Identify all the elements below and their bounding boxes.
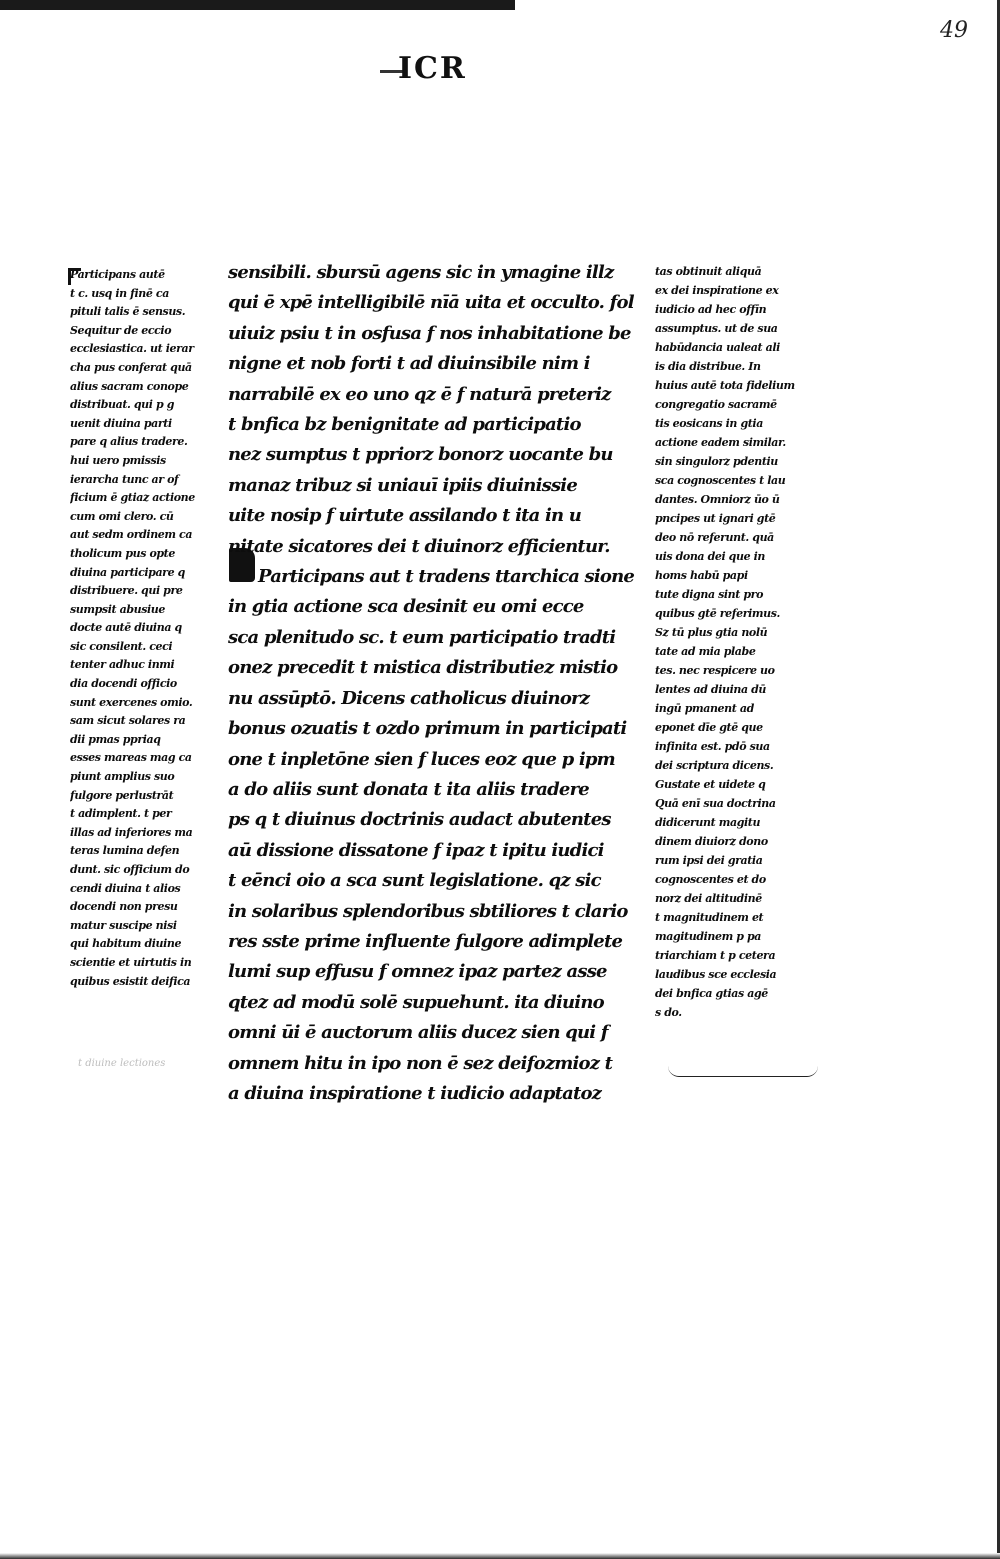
main-text-line: a diuina inspiratione t iudicio adaptatoz xyxy=(228,1082,602,1104)
right-gloss-column xyxy=(655,262,825,1022)
right-gloss-line: tate ad mia plabe xyxy=(655,645,756,658)
left-gloss-line: Sequitur de eccio xyxy=(70,323,172,337)
main-text-line: in gtia actione sca desinit eu omi ecce xyxy=(228,596,584,618)
right-gloss-line: cognoscentes et do xyxy=(655,873,766,886)
left-gloss-line: t c. usq in finē ca xyxy=(70,286,169,300)
folio-number: 49 xyxy=(940,18,968,43)
right-gloss-line: congregatio sacramē xyxy=(655,398,777,411)
main-text-line: qui ē xpē intelligibilē nīā uita et occulto. fol xyxy=(228,292,634,314)
right-gloss-line: tes. nec respicere uo xyxy=(655,664,775,677)
left-gloss-line: tholicum pus opte xyxy=(70,546,175,560)
main-text-line: t bnfica bz benignitate ad participatio xyxy=(228,414,581,436)
left-gloss-line: cum omi clero. cū xyxy=(70,509,174,523)
left-gloss-line: uenit diuina parti xyxy=(70,416,172,430)
right-gloss-line: infinita est. pdō sua xyxy=(655,740,770,753)
main-text-line: narrabilē ex eo uno qz ē f naturā preteriz xyxy=(228,383,611,405)
left-gloss-line: sam sicut solares ra xyxy=(70,714,186,728)
right-gloss-line: laudibus sce ecclesia xyxy=(655,968,777,981)
main-text-column xyxy=(228,258,640,1109)
right-gloss-line: Quā enī sua doctrina xyxy=(655,797,776,810)
left-gloss-line: pare q alius tradere. xyxy=(70,435,188,449)
right-gloss-line: lentes ad diuina dū xyxy=(655,683,767,696)
right-gloss-line: dantes. Omniorz ūo ū xyxy=(655,493,780,506)
main-text-line: qtez ad modū solē supuehunt. ita diuino xyxy=(228,991,604,1013)
right-gloss-line: norz dei altitudinē xyxy=(655,892,762,905)
main-text-line: nigne et nob forti t ad diuinsibile nim i xyxy=(228,353,590,375)
right-gloss-line: Gustate et uidete q xyxy=(655,778,766,791)
right-gloss-line: quibus gtē referimus. xyxy=(655,607,780,620)
left-gloss-line: cendi diuina t alios xyxy=(70,881,181,895)
right-gloss-line: sin singulorz pdentiu xyxy=(655,455,778,468)
left-gloss-line: t adimplent. t per xyxy=(70,807,172,821)
right-gloss-line: assumptus. ut de sua xyxy=(655,322,778,335)
left-gloss-line: ecclesiastica. ut ierar xyxy=(70,342,194,356)
main-text-line: nu assūptō. Dicens catholicus diuinorz xyxy=(228,687,590,709)
main-text-line: one t inpletōne sien f luces eoz que p ipm xyxy=(228,748,615,770)
right-gloss-line: iudicio ad hec offīn xyxy=(655,303,767,316)
main-text-line: lumi sup effusu f omnez ipaz partez asse xyxy=(228,961,607,983)
left-gloss-line: teras lumina defen xyxy=(70,844,180,858)
left-gloss-line: distribuere. qui pre xyxy=(70,584,183,598)
main-text-line: a do aliis sunt donata t ita aliis tradere xyxy=(228,778,589,800)
main-text-line: uiuiz psiu t in osfusa f nos inhabitatione be xyxy=(228,322,631,344)
right-gloss-line: Sz tū plus gtia nolū xyxy=(655,626,768,639)
left-gloss-line: hui uero pmissis xyxy=(70,453,166,467)
main-text-line: t eēnci oio a sca sunt legislatione. qz sic xyxy=(228,870,601,892)
left-gloss-line: sic consilent. ceci xyxy=(70,639,173,653)
left-gloss-line: ficium ē gtiaz actione xyxy=(70,491,195,505)
left-gloss-line: dii pmas ppriaq xyxy=(70,732,161,746)
left-gloss-line: matur suscipe nisi xyxy=(70,918,177,932)
main-text-line: ps q t diuinus doctrinis audact abutentes xyxy=(228,809,611,831)
right-gloss-line: ex dei inspiratione ex xyxy=(655,284,779,297)
left-gloss-column xyxy=(70,266,215,991)
running-head-text: ICR xyxy=(398,51,467,86)
right-gloss-line: s do. xyxy=(655,1006,682,1019)
left-gloss-line: piunt amplius suo xyxy=(70,770,175,784)
left-gloss-line: docte autē diuina q xyxy=(70,621,182,635)
main-text-line: omnem hitu in ipo non ē sez deifozmioz t xyxy=(228,1052,613,1074)
right-gloss-line: tas obtinuit aliquā xyxy=(655,265,762,278)
left-gloss-line: alius sacram conope xyxy=(70,379,189,393)
right-gloss-line: didicerunt magitu xyxy=(655,816,761,829)
faint-marginal-note: t diuine lectiones xyxy=(78,1058,166,1069)
left-gloss-line: esses mareas mag ca xyxy=(70,751,192,765)
left-gloss-line: docendi non presu xyxy=(70,900,178,914)
main-text-line: uite nosip f uirtute assilando t ita in u xyxy=(228,505,582,527)
right-gloss-line: tute digna sint pro xyxy=(655,588,764,601)
main-text-line: nitate sicatores dei t diuinorz efficientur. xyxy=(228,535,610,557)
right-gloss-line: habūdancia ualeat ali xyxy=(655,341,780,354)
left-gloss-line: dunt. sic officium do xyxy=(70,863,190,876)
right-gloss-line: uis dona dei que in xyxy=(655,550,765,563)
right-gloss-line: t magnitudinem et xyxy=(655,911,764,924)
main-text-line: bonus ozuatis t ozdo primum in participati xyxy=(228,718,627,740)
left-gloss-line: pituli talis ē sensus. xyxy=(70,305,186,319)
left-gloss-line: scientie et uirtutis in xyxy=(70,955,192,969)
left-gloss-line: illas ad inferiores ma xyxy=(70,825,193,839)
left-gloss-line: Participans autē xyxy=(70,268,165,281)
right-gloss-line: rum ipsi dei gratia xyxy=(655,854,763,867)
main-text-line: aū dissione dissatone f ipaz t ipitu iudici xyxy=(228,839,604,861)
left-gloss-line: fulgore perlustrāt xyxy=(70,788,174,802)
right-gloss-line: huius autē tota fidelium xyxy=(655,379,795,392)
right-gloss-line: sca cognoscentes t lau xyxy=(655,474,786,487)
right-gloss-line: tis eosicans in gtia xyxy=(655,417,763,430)
left-gloss-line: qui habitum diuine xyxy=(70,937,182,951)
right-gloss-line: dei bnfica gtias agē xyxy=(655,987,768,1000)
left-gloss-line: sumpsit abusiue xyxy=(70,602,165,616)
left-gloss-line: distribuat. qui p g xyxy=(70,398,174,412)
left-gloss-line: aut sedm ordinem ca xyxy=(70,528,193,542)
right-gloss-line: pncipes ut ignari gtē xyxy=(655,512,776,525)
left-gloss-line: tenter adhuc inmi xyxy=(70,658,175,672)
main-text-line: res sste prime influente fulgore adimplete xyxy=(228,930,623,952)
main-text-line: omni ūi ē auctorum aliis ducez sien qui f xyxy=(228,1022,608,1044)
left-gloss-line: ierarcha tunc ar of xyxy=(70,472,179,486)
main-text-line: sca plenitudo sc. t eum participatio tradti xyxy=(228,626,616,648)
page-bottom-edge xyxy=(0,1553,1000,1559)
right-gloss-line: homs habū papi xyxy=(655,569,748,582)
left-gloss-line: sunt exercenes omio. xyxy=(70,695,193,709)
main-text-line: manaz tribuz si uniauī ipiis diuinissie xyxy=(228,474,577,496)
right-gloss-line: ingū pmanent ad xyxy=(655,702,754,715)
right-gloss-line: deo nō referunt. quā xyxy=(655,531,774,544)
right-gloss-line: is dia distribue. In xyxy=(655,360,761,373)
main-text-line: in solaribus splendoribus sbtiliores t clario xyxy=(228,900,628,922)
left-gloss-line: quibus esistit deifica xyxy=(70,974,191,988)
main-text-line: sensibili. sbursū agens sic in ymagine illz xyxy=(228,262,614,283)
main-text-line: Participans aut t tradens ttarchica sione xyxy=(258,566,635,588)
right-gloss-line: triarchiam t p cetera xyxy=(655,949,776,962)
running-head xyxy=(380,52,480,92)
right-gloss-line: dinem diuiorz dono xyxy=(655,835,768,848)
main-text-line: onez precedit t mistica distributiez mistio xyxy=(228,657,618,679)
right-gloss-line: dei scriptura dicens. xyxy=(655,759,774,772)
left-gloss-line: dia docendi officio xyxy=(70,677,177,691)
right-gloss-line: eponet dīe gtē que xyxy=(655,721,763,734)
right-gloss-line: actione eadem similar. xyxy=(655,436,786,449)
left-gloss-line: cha pus conferat quā xyxy=(70,360,192,374)
line-end-flourish xyxy=(668,1066,818,1077)
page-top-edge xyxy=(0,0,515,10)
main-text-line: nez sumptus t ppriorz bonorz uocante bu xyxy=(228,444,613,466)
right-gloss-line: magitudinem p pa xyxy=(655,930,761,943)
left-gloss-line: diuina participare q xyxy=(70,565,185,579)
